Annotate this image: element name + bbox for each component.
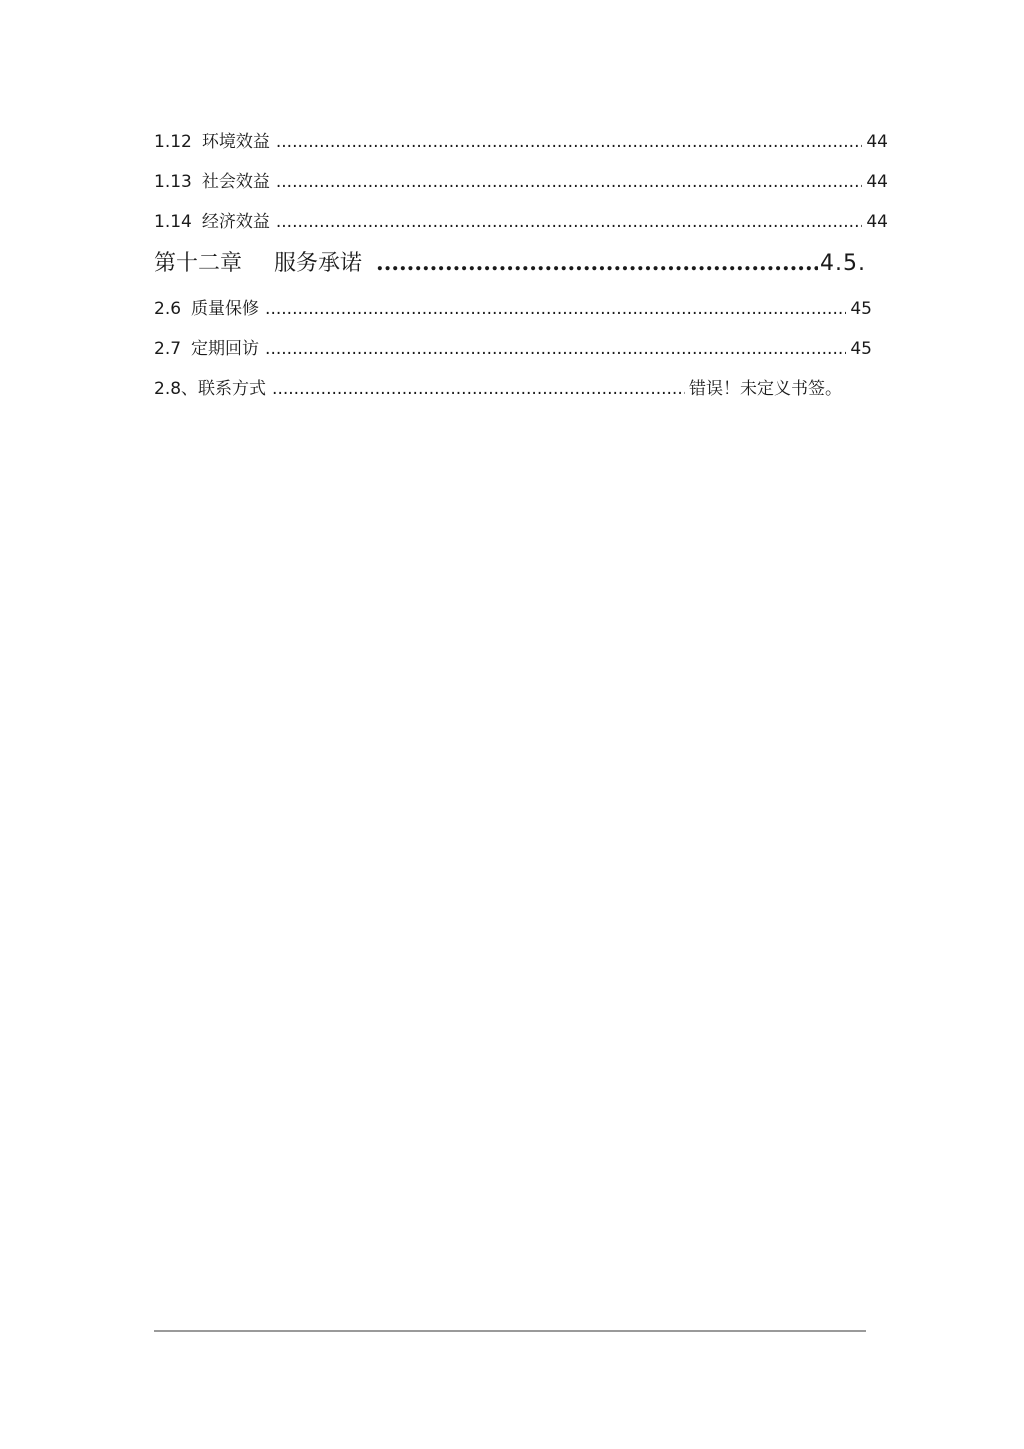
toc-entry[interactable] [154,337,872,361]
toc-entry[interactable] [154,170,888,194]
toc-dot-leader [272,377,685,401]
toc-dot-leader [276,170,863,194]
toc-entry-page: 45 [850,339,872,359]
toc-chapter-entry[interactable] [154,248,866,278]
footer-divider [154,1330,866,1332]
toc-dot-leader [276,130,863,154]
toc-dot-leader [265,297,846,321]
toc-entry[interactable] [154,297,872,321]
toc-entry[interactable] [154,210,888,234]
toc-entry-number: 1.14 [154,212,192,232]
toc-entry-title: 环境效益 [201,132,270,152]
toc-entry-title: 社会效益 [201,172,270,192]
toc-entry[interactable] [154,377,842,401]
toc-chapter-number: 第十二章 [154,251,243,276]
toc-entry-error-text: 错误！未定义书签。 [689,379,842,399]
toc-entry-page: 44 [866,172,888,192]
toc-entry-title: 定期回访 [191,339,260,359]
toc-dot-leader [265,337,846,361]
toc-entry-number: 1.13 [154,172,192,192]
toc-entry-page: 45 [850,299,872,319]
toc-entry-title: 联系方式 [198,379,267,399]
toc-chapter-page: 4.5. [820,251,866,276]
toc-dot-leader [376,248,818,278]
toc-entry-number: 1.12 [154,132,192,152]
toc-dot-leader [276,210,863,234]
toc-entry-number: 2.6 [154,299,182,319]
toc-chapter-title: 服务承诺 [274,251,363,276]
toc-entry-title: 经济效益 [201,212,270,232]
toc-entry[interactable] [154,130,888,154]
toc-entry-title: 质量保修 [191,299,260,319]
toc-entry-number: 2.8、 [154,379,199,399]
toc-entry-page: 44 [866,132,888,152]
toc-entry-number: 2.7 [154,339,182,359]
toc-entry-page: 44 [866,212,888,232]
